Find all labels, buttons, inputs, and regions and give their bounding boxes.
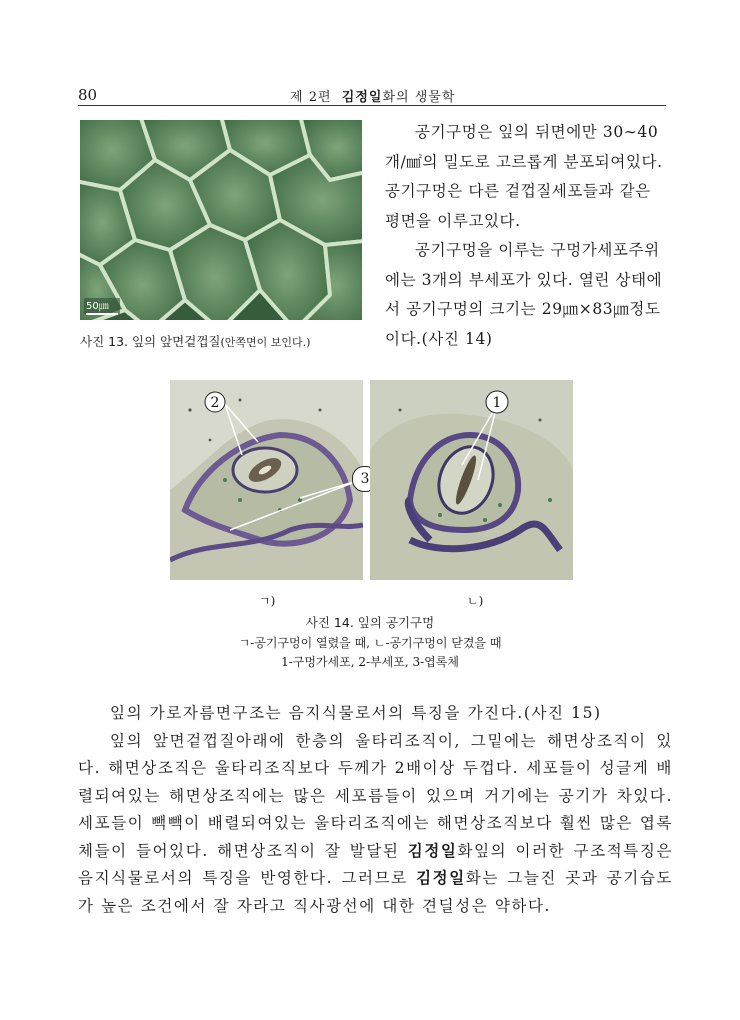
header-name: 김정일 bbox=[341, 90, 383, 105]
body-name-2: 김정일 bbox=[416, 869, 466, 887]
sub-label-a: ㄱ) bbox=[259, 594, 276, 608]
marker-2: 2 bbox=[210, 395, 220, 411]
photo-13-caption-main: 사진 13. 잎의 앞면겉껍질 bbox=[80, 334, 221, 349]
body-paragraph-2 bbox=[78, 728, 673, 921]
side-paragraph-2: 공기구멍을 이루는 구멍가세포주위에는 3개의 부세포가 있다. 열린 상태에서 공기구멍의 크기는 29㎛×83㎛정도이다.(사진 14) bbox=[385, 241, 663, 348]
photo-13-micrograph bbox=[80, 120, 362, 320]
running-header bbox=[290, 86, 455, 105]
header-rest: 화의 생물학 bbox=[382, 90, 456, 105]
sub-label-b: ㄴ) bbox=[467, 594, 484, 608]
side-paragraph-1: 공기구멍은 잎의 뒤면에만 30∼40개/㎟의 밀도로 고르롭게 분포되여있다. 공기구멍은 다른 겉껍질세포들과 같은 평면을 이루고있다. bbox=[385, 123, 663, 230]
marker-3: 3 bbox=[352, 466, 378, 492]
photo-14-caption-line-1: ㄱ-공기구멍이 열렸을 때, ㄴ-공기구멍이 닫겼을 때 bbox=[238, 636, 502, 650]
body-paragraph-2-part-b: 화잎의 이러한 구조적특징은 음지식물로서의 특징을 반영한다. 그러므로 bbox=[78, 841, 673, 887]
photo-13-caption bbox=[80, 332, 310, 350]
open-stoma-image bbox=[170, 380, 363, 580]
body-paragraph-1: 잎의 가로자름면구조는 음지식물로서의 특징을 가진다.(사진 15) bbox=[110, 704, 602, 722]
body-text-block bbox=[78, 700, 673, 920]
photo-14a-open-stoma bbox=[170, 380, 363, 580]
body-name-1: 김정일 bbox=[407, 841, 458, 860]
marker-1: 1 bbox=[492, 395, 502, 411]
photo-14b-closed-stoma bbox=[370, 380, 573, 580]
closed-stoma-image bbox=[370, 380, 573, 580]
scale-bar-label: 50㎛ bbox=[86, 301, 109, 312]
header-rule bbox=[78, 105, 666, 106]
header-part: 제 2편 bbox=[290, 90, 332, 105]
epidermis-cells-image bbox=[80, 120, 362, 320]
photo-13-caption-note: (안쪽면이 보인다.) bbox=[220, 336, 311, 349]
photo-14-caption-line-2: 1-구멍가세포, 2-부세포, 3-엽록체 bbox=[281, 655, 459, 669]
body-paragraph-2-part-c: 화는 그늘진 곳과 공기습도가 높은 조건에서 잘 자라고 직사광선에 대한 견딜성은 약하다. bbox=[78, 869, 674, 915]
photo-14-caption-title: 사진 14. 잎의 공기구멍 bbox=[305, 615, 435, 630]
body-paragraph-2-part-a: 잎의 앞면겉껍질아래에 한층의 울타리조직이, 그밑에는 해면상조직이 있다. 해면상조직은 울타리조직보다 두께가 2배이상 두껍다. 세포들이 성글게 배렬되여있는 해면상조직에는 많은 세포름들이 있으며 거기에는 공기가 차있다. 세포들이 빽빽이 배렬되여있는 울타리조직에는 해면상조직보다 훨씬 많은 엽록체들이 들어있다. 해면상조직이 잘 발달된 bbox=[78, 731, 673, 860]
side-text-block bbox=[385, 118, 670, 354]
page-number: 80 bbox=[78, 86, 98, 104]
